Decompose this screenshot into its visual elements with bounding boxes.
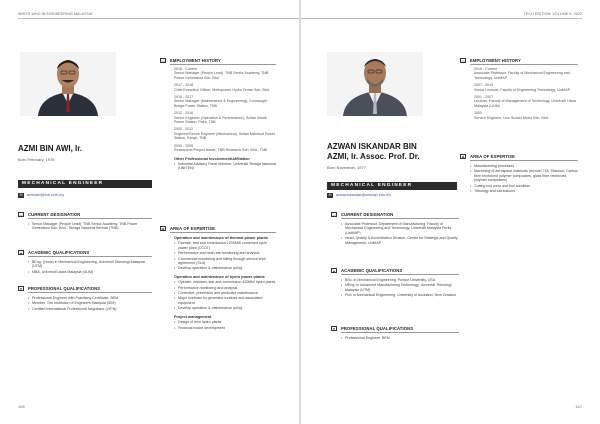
list-item: • BSc. in Mechanical Engineering, Purdue University, USA [345,278,459,282]
list-item: • Manufacturing processes [474,164,578,168]
list-item: • Associate Professor, Department of Manufacturing, Faculty of Mechanical Engineering and Technology, Universiti Malaysia Perlis (UniMAP) [345,222,459,235]
subheading: Operation and maintenance of thermal power plants [174,236,268,240]
list-item: • Tribology and lubrications [474,189,578,193]
person-name: AZMI BIN AWI, Ir. [18,144,83,153]
section-title: EMPLOYMENT HISTORY [470,58,521,63]
subheading: Project management [174,314,212,319]
employment-entry: 2000 Service Engineer, Lion Suzuki Motor Sdn. Bhd. [474,111,549,120]
list-item: • Develop operation & maintenance policy [178,266,276,270]
header-rule [301,18,582,19]
discipline-bar: MECHANICAL ENGINEER [18,180,152,188]
header-rule [18,18,299,19]
birth-date: Born February, 1976 [18,157,55,162]
lightbulb-icon: ◉ [461,155,465,159]
email-link[interactable]: azmiawi@tnb.com.my [27,193,65,197]
section-title: AREA OF EXPERTISE [170,226,216,231]
list-item: • Operate, test and commission 1200MW combined cycle power plant (CCGT) [178,241,276,250]
list-item: • Certified International Professional Negotiator (CIPN) [32,307,152,311]
list-item: • Major overhaul for generator-turbines and associated equipment [178,296,276,305]
lightbulb-icon: ◉ [161,227,165,231]
list-item: • BEng. (Hons) in Mechanical Engineering, Universiti Teknologi Malaysia (UTM) [32,260,152,269]
section-title: ACADEMIC QUALIFICATIONS [28,250,90,255]
email-link[interactable]: azwaniskandar@unimap.edu.my [336,193,392,197]
email-icon: ✉ [19,192,23,197]
briefcase-icon: ▭ [19,213,23,217]
section-title: AREA OF EXPERTISE [470,154,516,159]
section-title: CURRENT DESIGNATION [28,212,81,217]
section-title: CURRENT DESIGNATION [341,212,394,217]
running-header: WHO'S WHO IN ENGINEERING MALAYSIA [18,12,93,16]
graduation-cap-icon: ▲ [19,251,23,255]
email-icon: ✉ [328,192,332,197]
section-title: PROFESSIONAL QUALIFICATIONS [341,326,414,331]
list-item: • Professional Engineer with Practising Certificate, BEM [32,296,152,300]
list-item: • Member, The Institution of Engineers Malaysia (IEM) [32,301,152,305]
person-name-line-1: AZWAN ISKANDAR BIN [327,142,417,151]
employment-section [160,58,276,171]
page-number: 166 [18,404,25,409]
employment-entry: 2017 - 2018 Chief Executive Officer, Metropower Hydro Terrae Sdn. Bhd. [174,83,270,92]
portrait-photo [20,52,116,116]
briefcase-icon: ▭ [332,213,336,217]
academic-section [18,250,152,274]
person-name-line-2: AZMI, Ir. Assoc. Prof. Dr. [327,152,420,161]
employment-entry: 2018 - Current Senior Manager (People Lead), TNB Senior Academy, TNB Power Generation Sdn. Bhd. [174,67,269,80]
list-item: • Commercial monitoring and billing through service level agreement (SLA) [178,257,276,266]
current-designation-section [331,212,459,245]
email-row [18,192,64,198]
briefcase-icon: ▭ [161,59,165,63]
list-item: • Industrial Advisory Panel Member, Universiti Tenaga Nasional (UNITEN) [178,162,276,171]
birth-date: Born November, 1977 [327,165,366,170]
employment-entry: 2000 - 2005 Researcher/Project leader, TNB Research Sdn. Bhd., TNB [174,143,267,153]
graduation-cap-icon: ▲ [332,269,336,273]
list-item: • MEng. in Advanced Manufacturing Technology, Universiti Teknologi Malaysia (UTM) [345,283,459,292]
subheading: Operation and maintenance of hydro power plants [174,274,265,279]
employment-entry: 2001 - 2007 Lecturer, Faculty of Management of Technology, Universiti Utara Malaysia (UUM) [474,95,576,108]
list-item: • Cutting tool wear and tool condition [474,184,578,188]
list-item: • Develop operation & maintenance policy [178,306,276,310]
academic-section [331,268,459,298]
professional-section [18,286,152,311]
current-designation-section [18,212,152,231]
list-item: • Financial model development [178,326,276,330]
list-item: • Performance and heat rate monitoring and analysis [178,251,276,255]
list-item: • Head, Quality & Accreditation Division, Centre for Strategic and Quality Management, UniMAP [345,236,459,245]
page-number: 167 [575,404,582,409]
discipline-bar: MECHANICAL ENGINEER [327,182,457,190]
portrait-photo [327,52,423,116]
expertise-section [160,226,276,330]
left-page [0,0,299,424]
subheading: Other Professional Involvement/Affiliation [174,156,250,161]
list-item: • MBA, Universiti Utara Malaysia (UUM) [32,270,152,274]
certificate-icon: ★ [332,327,336,331]
employment-section [460,58,578,120]
section-title: PROFESSIONAL QUALIFICATIONS [28,286,101,291]
list-item: • Performance monitoring and analysis [178,286,276,290]
section-title: EMPLOYMENT HISTORY [170,58,221,63]
employment-entry: 2012 - 2016 Senior Engineer (Operation & Performance), Sultan Ismail Power Station, Paka, TNB [174,111,267,125]
list-item: • Machining of aerospace materials (Inconel 718, Titanium, Carbon fibre reinforced polymer composites, glass fibre reinforced polymer composites) [474,169,578,182]
right-page [301,0,600,424]
list-item: • Corrective, preventive and predictive maintenance [178,291,276,295]
employment-entry: 2019 - Current Associate Professor, Faculty of Mechanical Engineering and Technology, UniMAP [474,67,570,80]
employment-entry: 2005 - 2012 Engineer/Senior Engineer (Mechanical), Sultan Mahmud Power Station, Kenyir, TNB [174,127,276,141]
list-item: • Senior Manager (People Lead), TNB Senior Academy, TNB Power Generation Sdn. Bhd., Tenaga Nasional Berhad (TNB) [32,222,152,231]
email-row [327,192,391,198]
certificate-icon: ★ [19,287,23,291]
list-item: • PhD in Mechanical Engineering, University of Auckland, New Zealand [345,293,459,297]
expertise-section [460,154,578,193]
section-title: ACADEMIC QUALIFICATIONS [341,268,403,273]
briefcase-icon: ▭ [461,59,465,63]
employment-entry: 2007 - 2019 Senior Lecturer, Faculty of Engineering Technology, UniMAP [474,83,571,92]
list-item: • Operate, maintain, test and commission 400MW hydro plants [178,280,276,284]
list-item: • Professional Engineer, BEM [345,336,459,340]
employment-entry: 2016 - 2017 Senior Manager (Maintenance & Engineering), Connaught Bridge Power Station, TNB [174,95,267,108]
running-header: TECH EDITION: VOLUME 9, 2022 [523,12,582,16]
professional-section [331,326,459,340]
list-item: • Design of mini hydro plants [178,320,276,324]
